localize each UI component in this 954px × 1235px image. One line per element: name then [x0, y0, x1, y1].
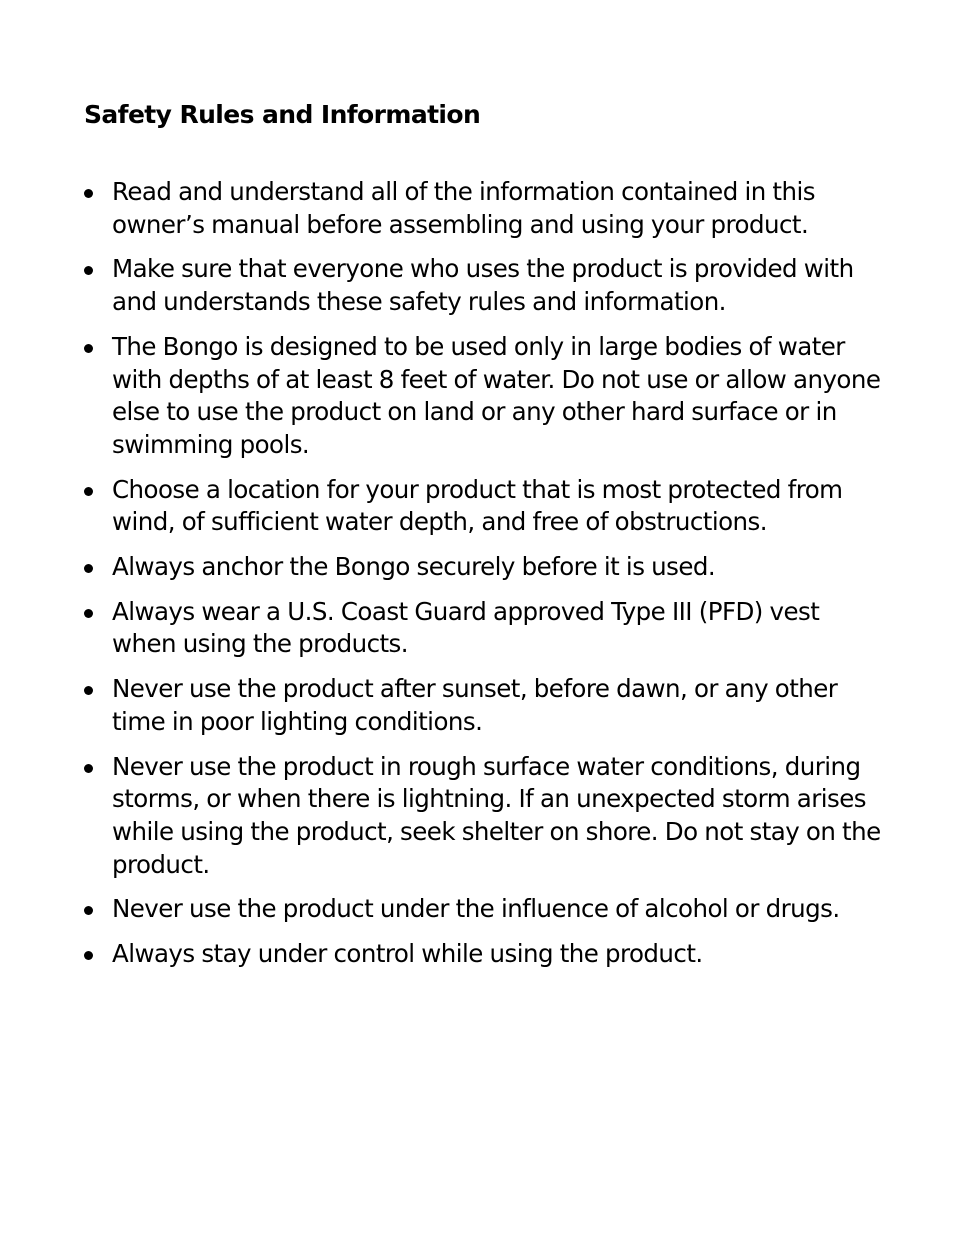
list-item [84, 331, 884, 462]
bullet-icon [84, 906, 93, 915]
rule-text: Never use the product after sunset, before dawn, or any other time in poor lighting conditions. [112, 674, 838, 736]
bullet-icon [84, 951, 93, 960]
rule-text: Never use the product under the influence of alcohol or drugs. [112, 894, 840, 924]
bullet-icon [84, 686, 93, 695]
rule-text: Read and understand all of the information contained in this owner’s manual before assembling and using your product. [112, 177, 815, 239]
rule-text: Never use the product in rough surface water conditions, during storms, or when there is lightning. If an unexpected storm arises while using the product, seek shelter on shore. Do not stay on the product. [112, 751, 881, 879]
rule-text: Make sure that everyone who uses the product is provided with and understands these safety rules and information. [112, 254, 854, 317]
bullet-icon [84, 764, 93, 773]
bullet-icon [84, 344, 93, 353]
list-item [84, 938, 884, 971]
list-item [84, 551, 884, 584]
list-item [84, 673, 884, 738]
bullet-icon [84, 564, 93, 573]
rule-text: Always wear a U.S. Coast Guard approved Type III (PFD) vest when using the products. [112, 596, 820, 659]
rule-text: Choose a location for your product that is most protected from wind, of sufficient water depth, and free of obstructions. [112, 474, 843, 537]
safety-rules-list [84, 176, 884, 983]
list-item [84, 596, 884, 661]
list-item [84, 474, 884, 539]
bullet-icon [84, 266, 93, 275]
rule-text: Always stay under control while using the product. [112, 939, 703, 969]
page-title: Safety Rules and Information [84, 100, 481, 129]
rule-text: The Bongo is designed to be used only in large bodies of water with depths of at least 8 feet of water. Do not use or allow anyone else to use the product on land or any other hard surface or in swimming pools. [112, 331, 881, 459]
list-item [84, 253, 884, 318]
rule-text: Always anchor the Bongo securely before it is used. [112, 552, 716, 582]
bullet-icon [84, 609, 93, 618]
bullet-icon [84, 487, 93, 496]
list-item [84, 893, 884, 926]
bullet-icon [84, 189, 93, 198]
list-item [84, 751, 884, 882]
list-item [84, 176, 884, 241]
